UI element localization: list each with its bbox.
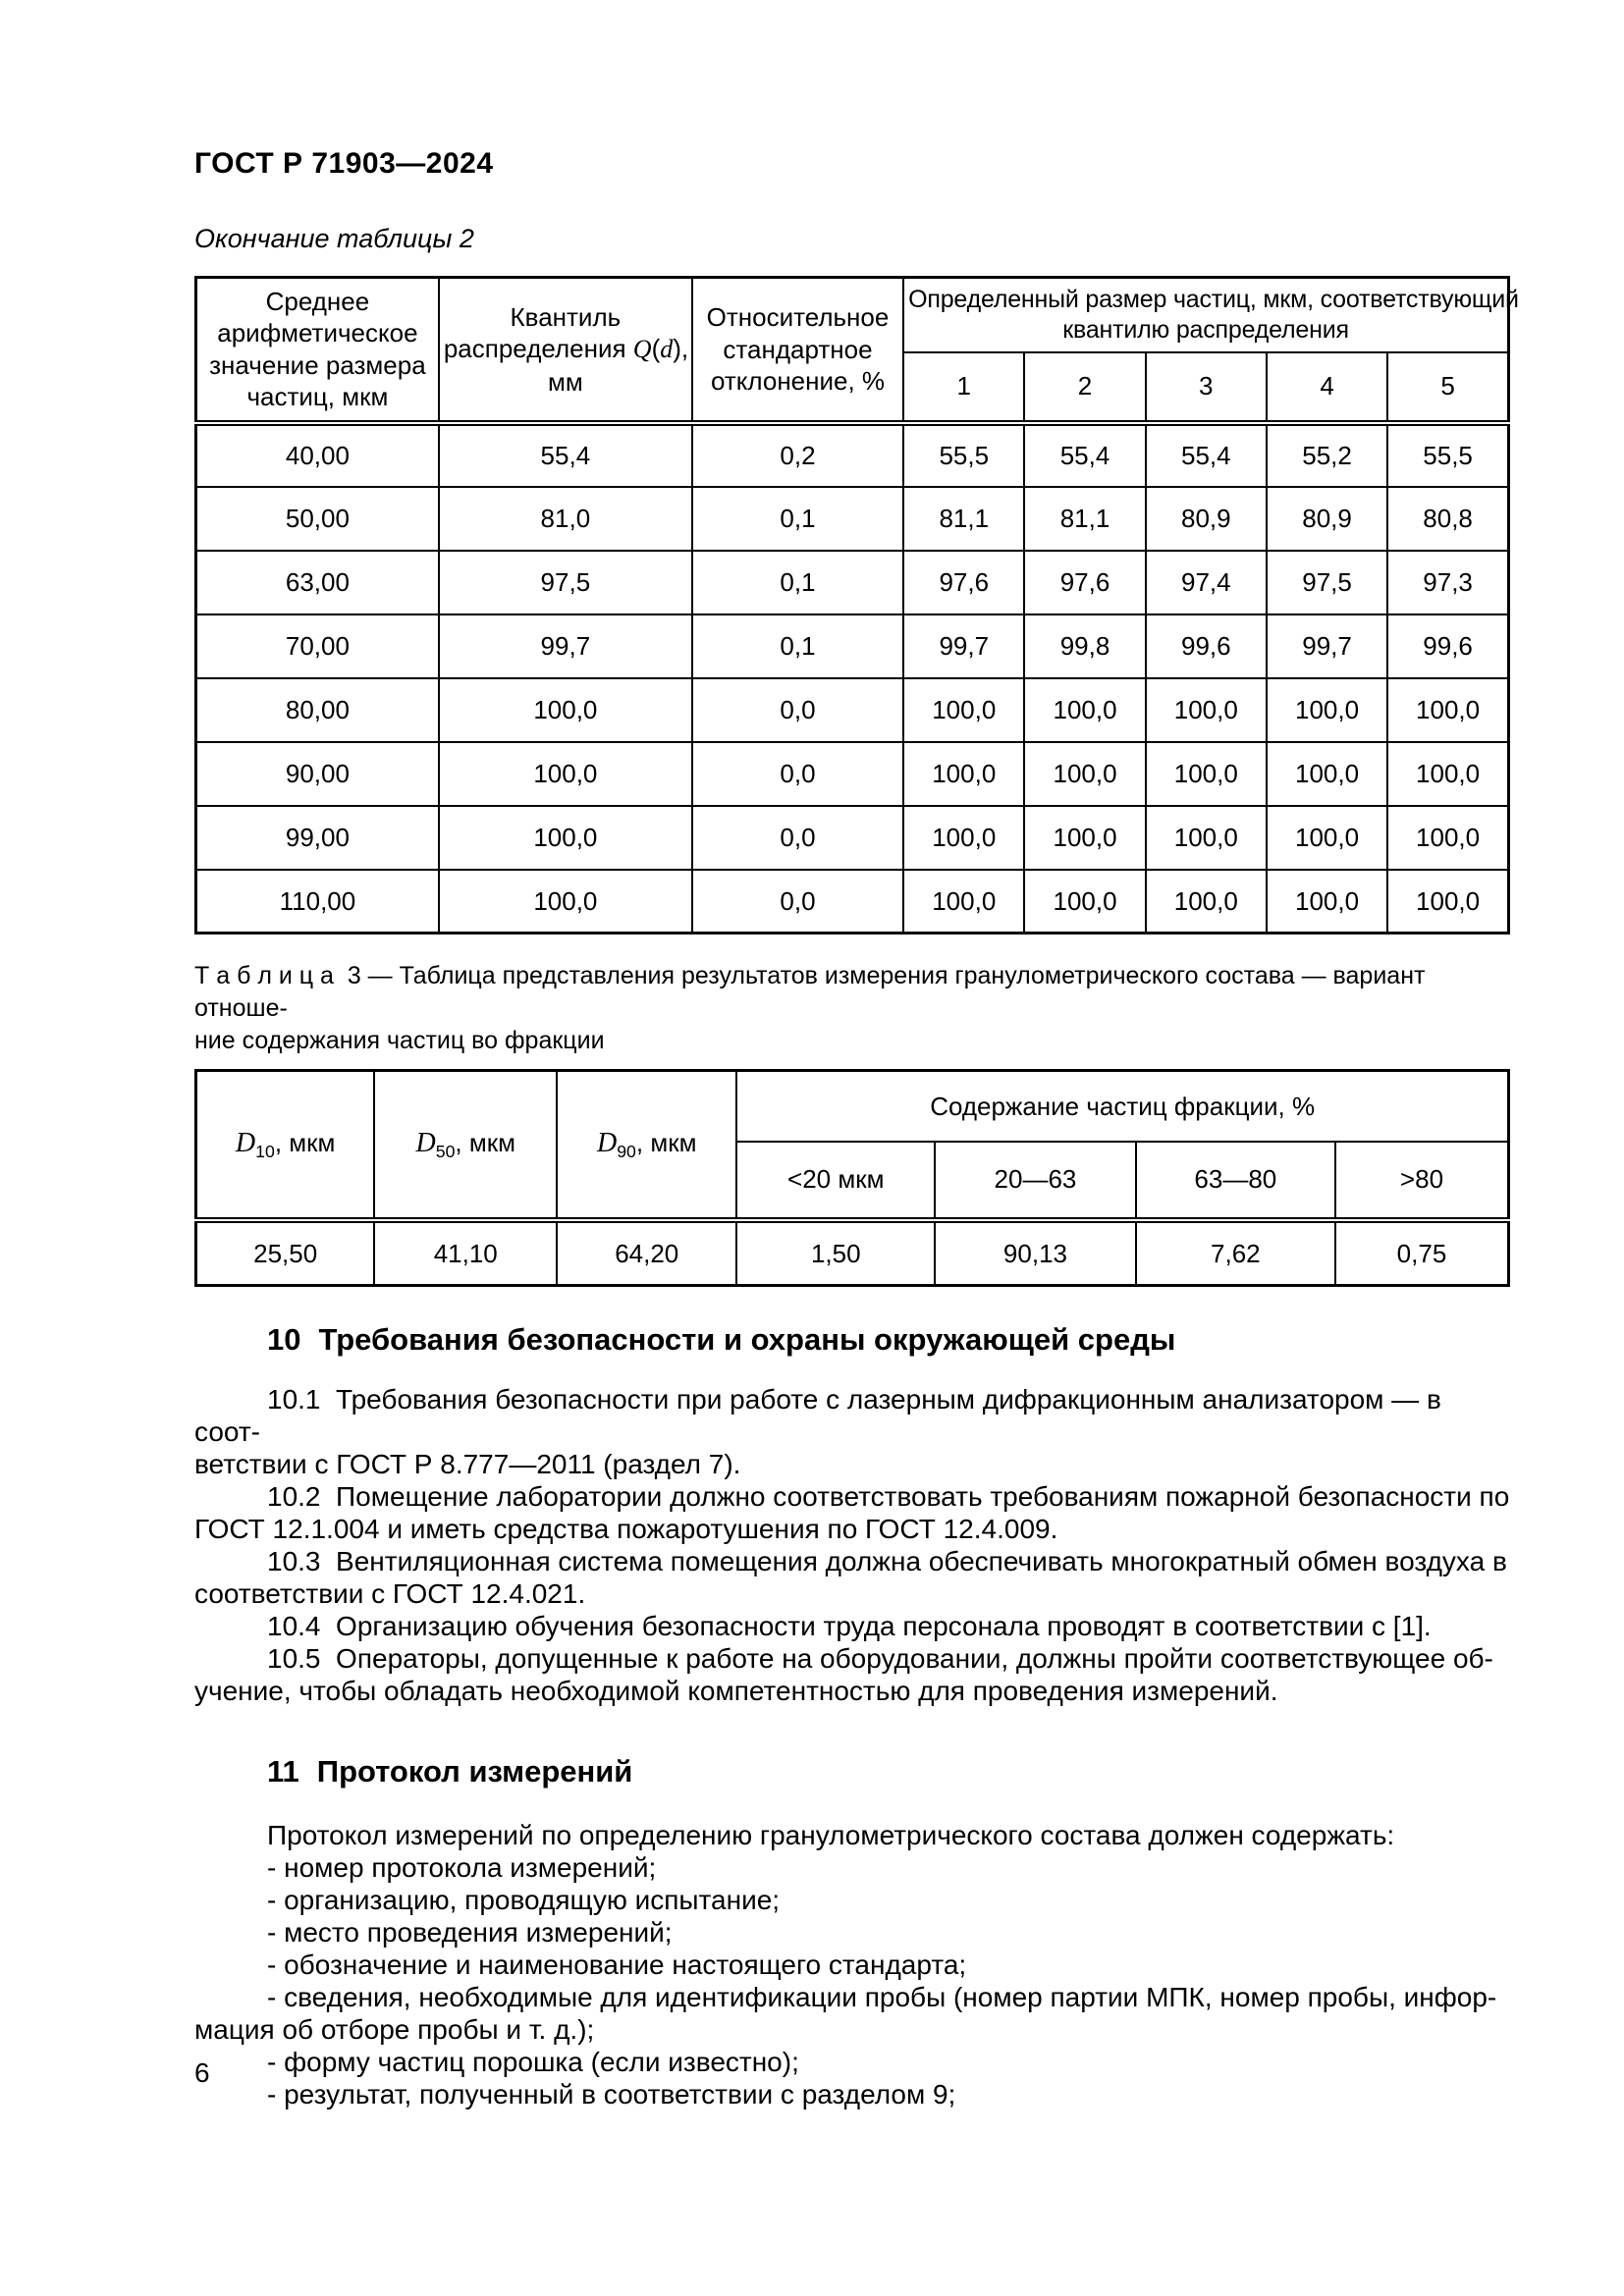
- list-item: - номер протокола измерений;: [267, 1852, 657, 1883]
- table3-fraction-content: [194, 1069, 1510, 1287]
- table-cell: 100,0: [439, 806, 692, 870]
- table-cell: 97,6: [903, 551, 1024, 614]
- table3-subheader-gt80: >80: [1335, 1142, 1509, 1220]
- table-cell: 80,00: [196, 678, 439, 742]
- table-row: [196, 1220, 1509, 1286]
- table-cell: 55,5: [1387, 423, 1508, 487]
- table-row: [196, 678, 1509, 742]
- table2-subheader-3: 3: [1146, 352, 1267, 423]
- table-cell: 97,4: [1146, 551, 1267, 614]
- table3-header-d90: $D_{90}$, мкм: [557, 1071, 736, 1220]
- table-cell: 100,0: [1146, 870, 1267, 934]
- table-cell: 0,0: [692, 870, 903, 934]
- list-item: - форму частиц порошка (если известно);: [267, 2047, 799, 2077]
- table-cell: 0,0: [692, 742, 903, 806]
- table-cell: 25,50: [196, 1220, 375, 1286]
- list-item: - сведения, необходимые для идентификации пробы (номер партии МПК, номер пробы, инфор- мация об отборе пробы и т. д.);: [194, 1982, 1497, 2045]
- table-cell: 99,6: [1146, 614, 1267, 678]
- table-cell: 0,0: [692, 678, 903, 742]
- table-cell: 90,13: [935, 1220, 1136, 1286]
- table-cell: 100,0: [1387, 806, 1508, 870]
- table-cell: 0,1: [692, 551, 903, 614]
- table-cell: 55,4: [1146, 423, 1267, 487]
- paragraph-10-2: 10.2 Помещение лаборатории должно соответствовать требованиям пожарной безопасности по ГОСТ 12.1.004 и иметь средства пожаротушения по ГОСТ 12.4.009.: [194, 1481, 1510, 1544]
- table-cell: 99,7: [439, 614, 692, 678]
- table-cell: 100,0: [439, 742, 692, 806]
- table-cell: 7,62: [1136, 1220, 1335, 1286]
- table-cell: 100,0: [1267, 870, 1387, 934]
- table-cell: 100,0: [1387, 742, 1508, 806]
- table-cell: 99,7: [903, 614, 1024, 678]
- table-cell: 99,6: [1387, 614, 1508, 678]
- table-continuation-note: Окончание таблицы 2: [194, 224, 474, 253]
- page-content: [194, 0, 1519, 2110]
- table-cell: 100,0: [1024, 870, 1145, 934]
- table-row: [196, 742, 1509, 806]
- table-cell: 90,00: [196, 742, 439, 806]
- table-cell: 41,10: [374, 1220, 557, 1286]
- table-cell: 81,1: [903, 487, 1024, 551]
- table-cell: 0,1: [692, 487, 903, 551]
- table3-subheader-63-80: 63—80: [1136, 1142, 1335, 1220]
- section-11-heading: 11 Протокол измерений: [267, 1754, 633, 1789]
- paragraph-10-5: 10.5 Операторы, допущенные к работе на оборудовании, должны пройти соответствующее об- учение, чтобы обладать необходимой компетентностью для проведения измерений.: [194, 1643, 1493, 1706]
- table2-header-quantile: Квантиль распределения Q(d), мм: [439, 278, 692, 423]
- table-cell: 80,9: [1146, 487, 1267, 551]
- table-cell: 80,9: [1267, 487, 1387, 551]
- table-cell: 100,0: [1146, 806, 1267, 870]
- table-cell: 100,0: [1267, 742, 1387, 806]
- table-row: [196, 806, 1509, 870]
- table-cell: 100,0: [1024, 742, 1145, 806]
- table-cell: 100,0: [1024, 678, 1145, 742]
- table2-subheader-2: 2: [1024, 352, 1145, 423]
- table-cell: 100,0: [903, 870, 1024, 934]
- table-cell: 80,8: [1387, 487, 1508, 551]
- paragraph-10-3: 10.3 Вентиляционная система помещения должна обеспечивать многократный обмен воздуха в соответствии с ГОСТ 12.4.021.: [194, 1546, 1507, 1609]
- table-cell: 50,00: [196, 487, 439, 551]
- table3-subheader-lt20: <20 мкм: [736, 1142, 935, 1220]
- table-cell: 100,0: [1024, 806, 1145, 870]
- table-cell: 40,00: [196, 423, 439, 487]
- table-cell: 81,1: [1024, 487, 1145, 551]
- table3-header-d50: $D_{50}$, мкм: [374, 1071, 557, 1220]
- table2-header-mean-size: Среднее арифметическое значение размера частиц, мкм: [196, 278, 439, 423]
- table2-subheader-1: 1: [903, 352, 1024, 423]
- table3-header-fraction-content: Содержание частиц фракции, %: [736, 1071, 1508, 1142]
- table-cell: 0,0: [692, 806, 903, 870]
- table-cell: 0,1: [692, 614, 903, 678]
- math-Q: Q: [632, 335, 652, 363]
- table-row: [196, 870, 1509, 934]
- page-number: 6: [194, 2057, 210, 2088]
- table-cell: 100,0: [903, 806, 1024, 870]
- table-cell: 64,20: [557, 1220, 736, 1286]
- table-cell: 100,0: [1146, 742, 1267, 806]
- table-row: [196, 423, 1509, 487]
- math-d: d: [660, 335, 674, 363]
- table-cell: 100,0: [439, 870, 692, 934]
- table3-header-d10: $D_{10}$, мкм: [196, 1071, 375, 1220]
- doc-code: ГОСТ Р 71903—2024: [194, 147, 494, 180]
- table-cell: 55,4: [439, 423, 692, 487]
- list-item: - организацию, проводящую испытание;: [267, 1885, 781, 1915]
- list-item: - место проведения измерений;: [267, 1917, 673, 1948]
- paragraph-10-4: 10.4 Организацию обучения безопасности труда персонала проводят в соответствии с [1].: [267, 1611, 1432, 1641]
- table2-subheader-4: 4: [1267, 352, 1387, 423]
- table-cell: 100,0: [439, 678, 692, 742]
- table-cell: 55,4: [1024, 423, 1145, 487]
- table-cell: 70,00: [196, 614, 439, 678]
- table-cell: 110,00: [196, 870, 439, 934]
- table3-subheader-20-63: 20—63: [935, 1142, 1136, 1220]
- list-item: - результат, полученный в соответствии с разделом 9;: [267, 2079, 956, 2109]
- table-cell: 99,00: [196, 806, 439, 870]
- table-cell: 55,5: [903, 423, 1024, 487]
- table-cell: 100,0: [1267, 806, 1387, 870]
- section-10-heading: 10 Требования безопасности и охраны окружающей среды: [267, 1322, 1176, 1357]
- table-cell: 0,75: [1335, 1220, 1509, 1286]
- table-cell: 100,0: [1267, 678, 1387, 742]
- paragraph-10-1: 10.1 Требования безопасности при работе с лазерным дифракционным анализатором — в соот- ветствии с ГОСТ Р 8.777—2011 (раздел 7).: [194, 1384, 1441, 1479]
- table-cell: 63,00: [196, 551, 439, 614]
- table-cell: 81,0: [439, 487, 692, 551]
- table-cell: 100,0: [903, 742, 1024, 806]
- table2-quantile-measurement-results: [194, 276, 1519, 934]
- table-cell: 97,6: [1024, 551, 1145, 614]
- paragraph-11-intro: Протокол измерений по определению гранулометрического состава должен содержать:: [267, 1820, 1395, 1850]
- table2-header-determined-size: Определенный размер частиц, мкм, соответствующий квантилю распределения: [903, 278, 1508, 352]
- table-cell: 1,50: [736, 1220, 935, 1286]
- table2-subheader-5: 5: [1387, 352, 1508, 423]
- table-cell: 99,7: [1267, 614, 1387, 678]
- table-row: [196, 551, 1509, 614]
- table-cell: 55,2: [1267, 423, 1387, 487]
- table-cell: 0,2: [692, 423, 903, 487]
- table-cell: 97,3: [1387, 551, 1508, 614]
- table-cell: 100,0: [1387, 870, 1508, 934]
- table-cell: 100,0: [1146, 678, 1267, 742]
- table-cell: 99,8: [1024, 614, 1145, 678]
- table-cell: 100,0: [1387, 678, 1508, 742]
- table-row: [196, 614, 1509, 678]
- table-cell: 100,0: [903, 678, 1024, 742]
- table2-header-relative-std-deviation: Относительное стандартное отклонение, %: [692, 278, 903, 423]
- table-row: [196, 487, 1509, 551]
- table3-caption: Т а б л и ц а 3 — Таблица представления результатов измерения гранулометрического состава — вариант отноше- ние содержания частиц во фракции: [194, 962, 1426, 1054]
- table-cell: 97,5: [439, 551, 692, 614]
- list-item: - обозначение и наименование настоящего стандарта;: [267, 1949, 967, 1980]
- table-cell: 97,5: [1267, 551, 1387, 614]
